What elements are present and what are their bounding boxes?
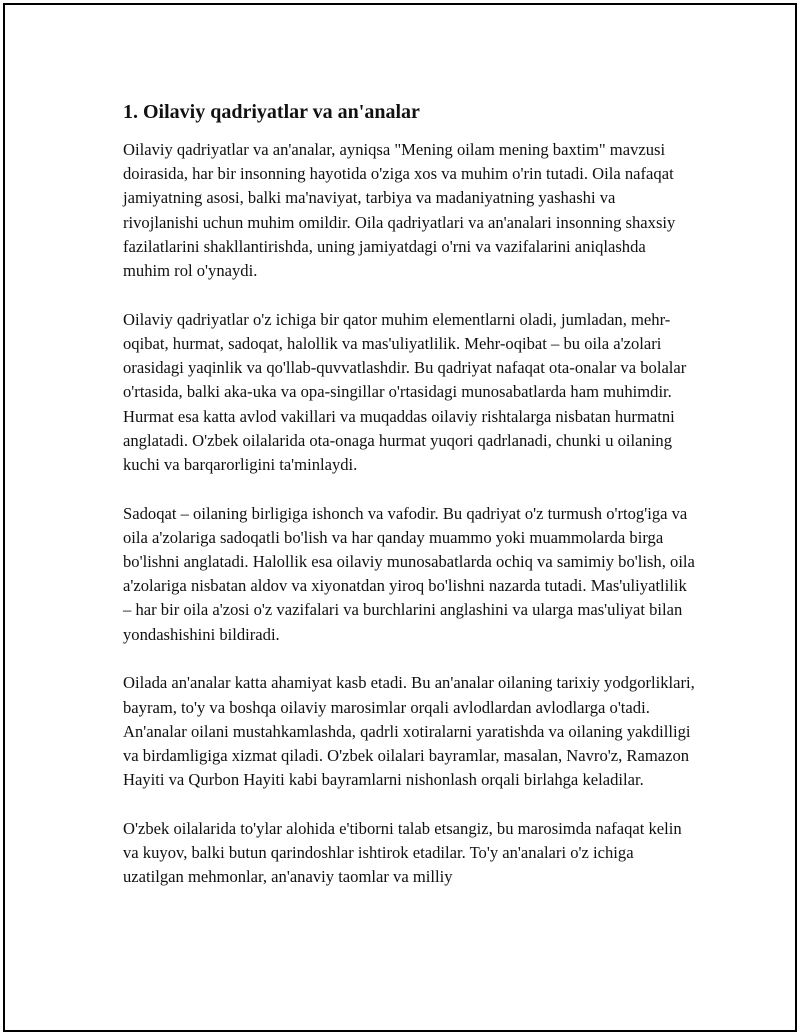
paragraph: Oilada an'analar katta ahamiyat kasb etadi. Bu an'analar oilaning tarixiy yodgorliklari, bayram, to'y va boshqa oilaviy marosimlar orqali avlodlardan avlodlarga o'tadi. An'analar oilani mustahkamlashda, qadrli xotiralarni yaratishda va oilaning yakdilligi va birdamligiga xizmat qiladi. O'zbek oilalari bayramlar, masalan, Navro'z, Ramazon Hayiti va Qurbon Hayiti kabi bayramlarni nishonlash orqali birlahga keladilar. xyxy=(123,673,695,790)
page-frame xyxy=(3,3,797,1032)
paragraph: Oilaviy qadriyatlar o'z ichiga bir qator muhim elementlarni oladi, jumladan, mehr-oqibat, hurmat, sadoqat, halollik va mas'uliyatlilik. Mehr-oqibat – bu oila a'zolari orasidagi yaqinlik va qo'llab-quvvatlashdir. Bu qadriyat nafaqat ota-onalar va bolalar o'rtasida, balki aka-uka va opa-singillar o'rtasidagi munosabatlarda ham muhimdir. Hurmat esa katta avlod vakillari va muqaddas oilaviy rishtalarga nisbatan hurmatni anglatadi. O'zbek oilalarida ota-onaga hurmat yuqori qadrlanadi, chunki u oilaning kuchi va barqarorligini ta'minlaydi. xyxy=(123,309,687,474)
document-body xyxy=(123,98,695,914)
paragraph: Oilaviy qadriyatlar va an'analar, ayniqsa "Mening oilam mening baxtim" mavzusi doirasida, har bir insonning hayotida o'ziga xos va muhim o'rin tutadi. Oila nafaqat jamiyatning asosi, balki ma'naviyat, tarbiya va madaniyatning yashashi va rivojlanishi uchun muhim omildir. Oila qadriyatlari va an'analari insonning shaxsiy fazilatlarini shakllantirishda, uning jamiyatdagi o'rni va vazifalarini aniqlashda muhim rol o'ynaydi. xyxy=(123,140,676,281)
paragraph: Sadoqat – oilaning birligiga ishonch va vafodir. Bu qadriyat o'z turmush o'rtog'iga va oila a'zolariga sadoqatli bo'lish va har qanday muammo yoki muammolarda birga bo'lishni anglatadi. Halollik esa oilaviy munosabatlarda ochiq va samimiy bo'lish, oila a'zolariga nisbatan aldov va xiyonatdan yiroq bo'lishni nazarda tutadi. Mas'uliyatlilik – har bir oila a'zosi o'z vazifalari va burchlarini anglashini va ularga mas'uliyat bilan yondashishini bildiradi. xyxy=(123,503,695,644)
paragraph: O'zbek oilalarida to'ylar alohida e'tiborni talab etsangiz, bu marosimda nafaqat kelin va kuyov, balki butun qarindoshlar ishtirok etadilar. To'y an'analari o'z ichiga uzatilgan mehmonlar, an'anaviy taomlar va milliy xyxy=(123,818,682,887)
section-heading: 1. Oilaviy qadriyatlar va an'analar xyxy=(123,101,420,123)
